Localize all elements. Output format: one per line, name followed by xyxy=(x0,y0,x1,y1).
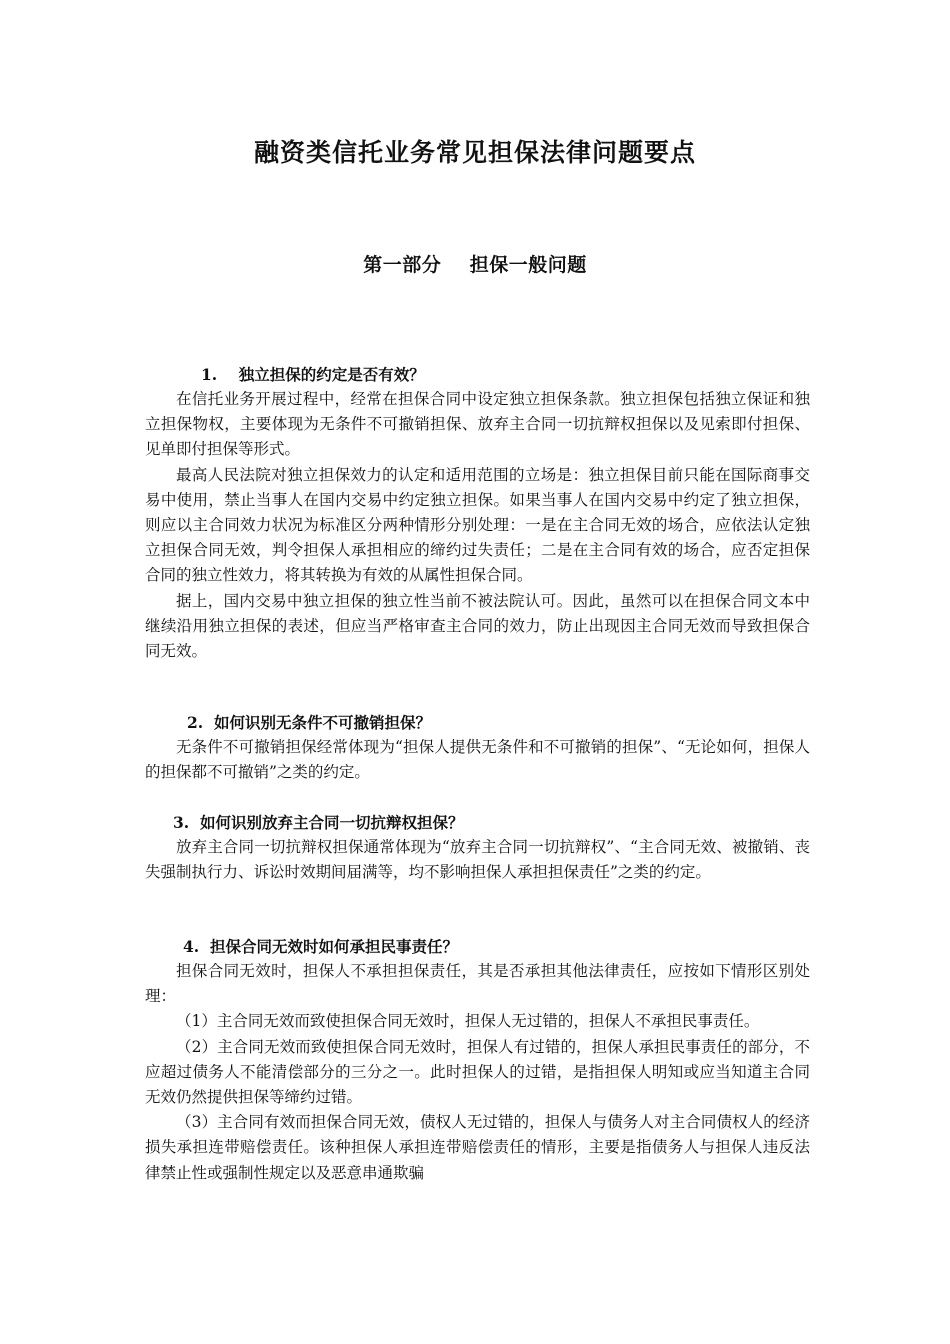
document-title: 融资类信托业务常见担保法律问题要点 xyxy=(253,138,696,167)
section-3 xyxy=(145,810,810,885)
list-item: （3）主合同有效而担保合同无效，债权人无过错的，担保人与债务人对主合同债权人的经济损失承担连带赔偿责任。该种担保人承担连带赔偿责任的情形，主要是指债务人与担保人违反法律禁止性或强制性规定以及恶意串通欺骗 xyxy=(145,1113,810,1182)
part-title: 第一部分 担保一般问题 xyxy=(363,254,587,276)
paragraph: 最高人民法院对独立担保效力的认定和适用范围的立场是：独立担保目前只能在国际商事交易中使用，禁止当事人在国内交易中约定独立担保。如果当事人在国内交易中约定了独立担保，则应以主合同效力状况为标准区分两种情形分别处理：一是在主合同无效的场合，应依法认定独立担保合同无效，判令担保人承担相应的缔约过失责任；二是在主合同有效的场合，应否定担保合同的独立性效力，将其转换为有效的从属性担保合同。 xyxy=(145,465,810,585)
section-2 xyxy=(145,710,810,785)
paragraph: 放弃主合同一切抗辩权担保通常体现为“放弃主合同一切抗辩权”、“主合同无效、被撤销、丧失强制执行力、诉讼时效期间届满等，均不影响担保人承担担保责任”之类的约定。 xyxy=(145,838,810,882)
list-item: （1）主合同无效而致使担保合同无效时，担保人无过错的，担保人不承担民事责任。 xyxy=(176,1012,760,1031)
paragraph: 无条件不可撤销担保经常体现为“担保人提供无条件和不可撤销的担保”、“无论如何，担保人的担保都不可撤销”之类的约定。 xyxy=(145,738,810,782)
section-heading: 4. 担保合同无效时如何承担民事责任？ xyxy=(183,937,458,956)
section-heading: 1. 独立担保的约定是否有效？ xyxy=(201,365,425,384)
section-1 xyxy=(145,362,810,664)
section-heading: 2. 如何识别无条件不可撤销担保？ xyxy=(187,713,431,732)
paragraph: 在信托业务开展过程中，经常在担保合同中设定独立担保条款。独立担保包括独立保证和独立担保物权，主要体现为无条件不可撤销担保、放弃主合同一切抗辩权担保以及见索即付担保、见单即付担保等形式。 xyxy=(145,390,810,459)
paragraph: 据上，国内交易中独立担保的独立性当前不被法院认可。因此，虽然可以在担保合同文本中继续沿用独立担保的表述，但应当严格审查主合同的效力，防止出现因主合同无效而导致担保合同无效。 xyxy=(145,591,810,661)
list-item: （2）主合同无效而致使担保合同无效时，担保人有过错的，担保人承担民事责任的部分，不应超过债务人不能清偿部分的三分之一。此时担保人的过错，是指担保人明知或应当知道主合同无效仍然提供担保等缔约过错。 xyxy=(145,1037,810,1107)
paragraph: 担保合同无效时，担保人不承担担保责任，其是否承担其他法律责任，应按如下情形区别处理： xyxy=(145,962,810,1006)
section-4 xyxy=(145,934,810,1186)
section-heading: 3. 如何识别放弃主合同一切抗辩权担保？ xyxy=(173,813,464,832)
